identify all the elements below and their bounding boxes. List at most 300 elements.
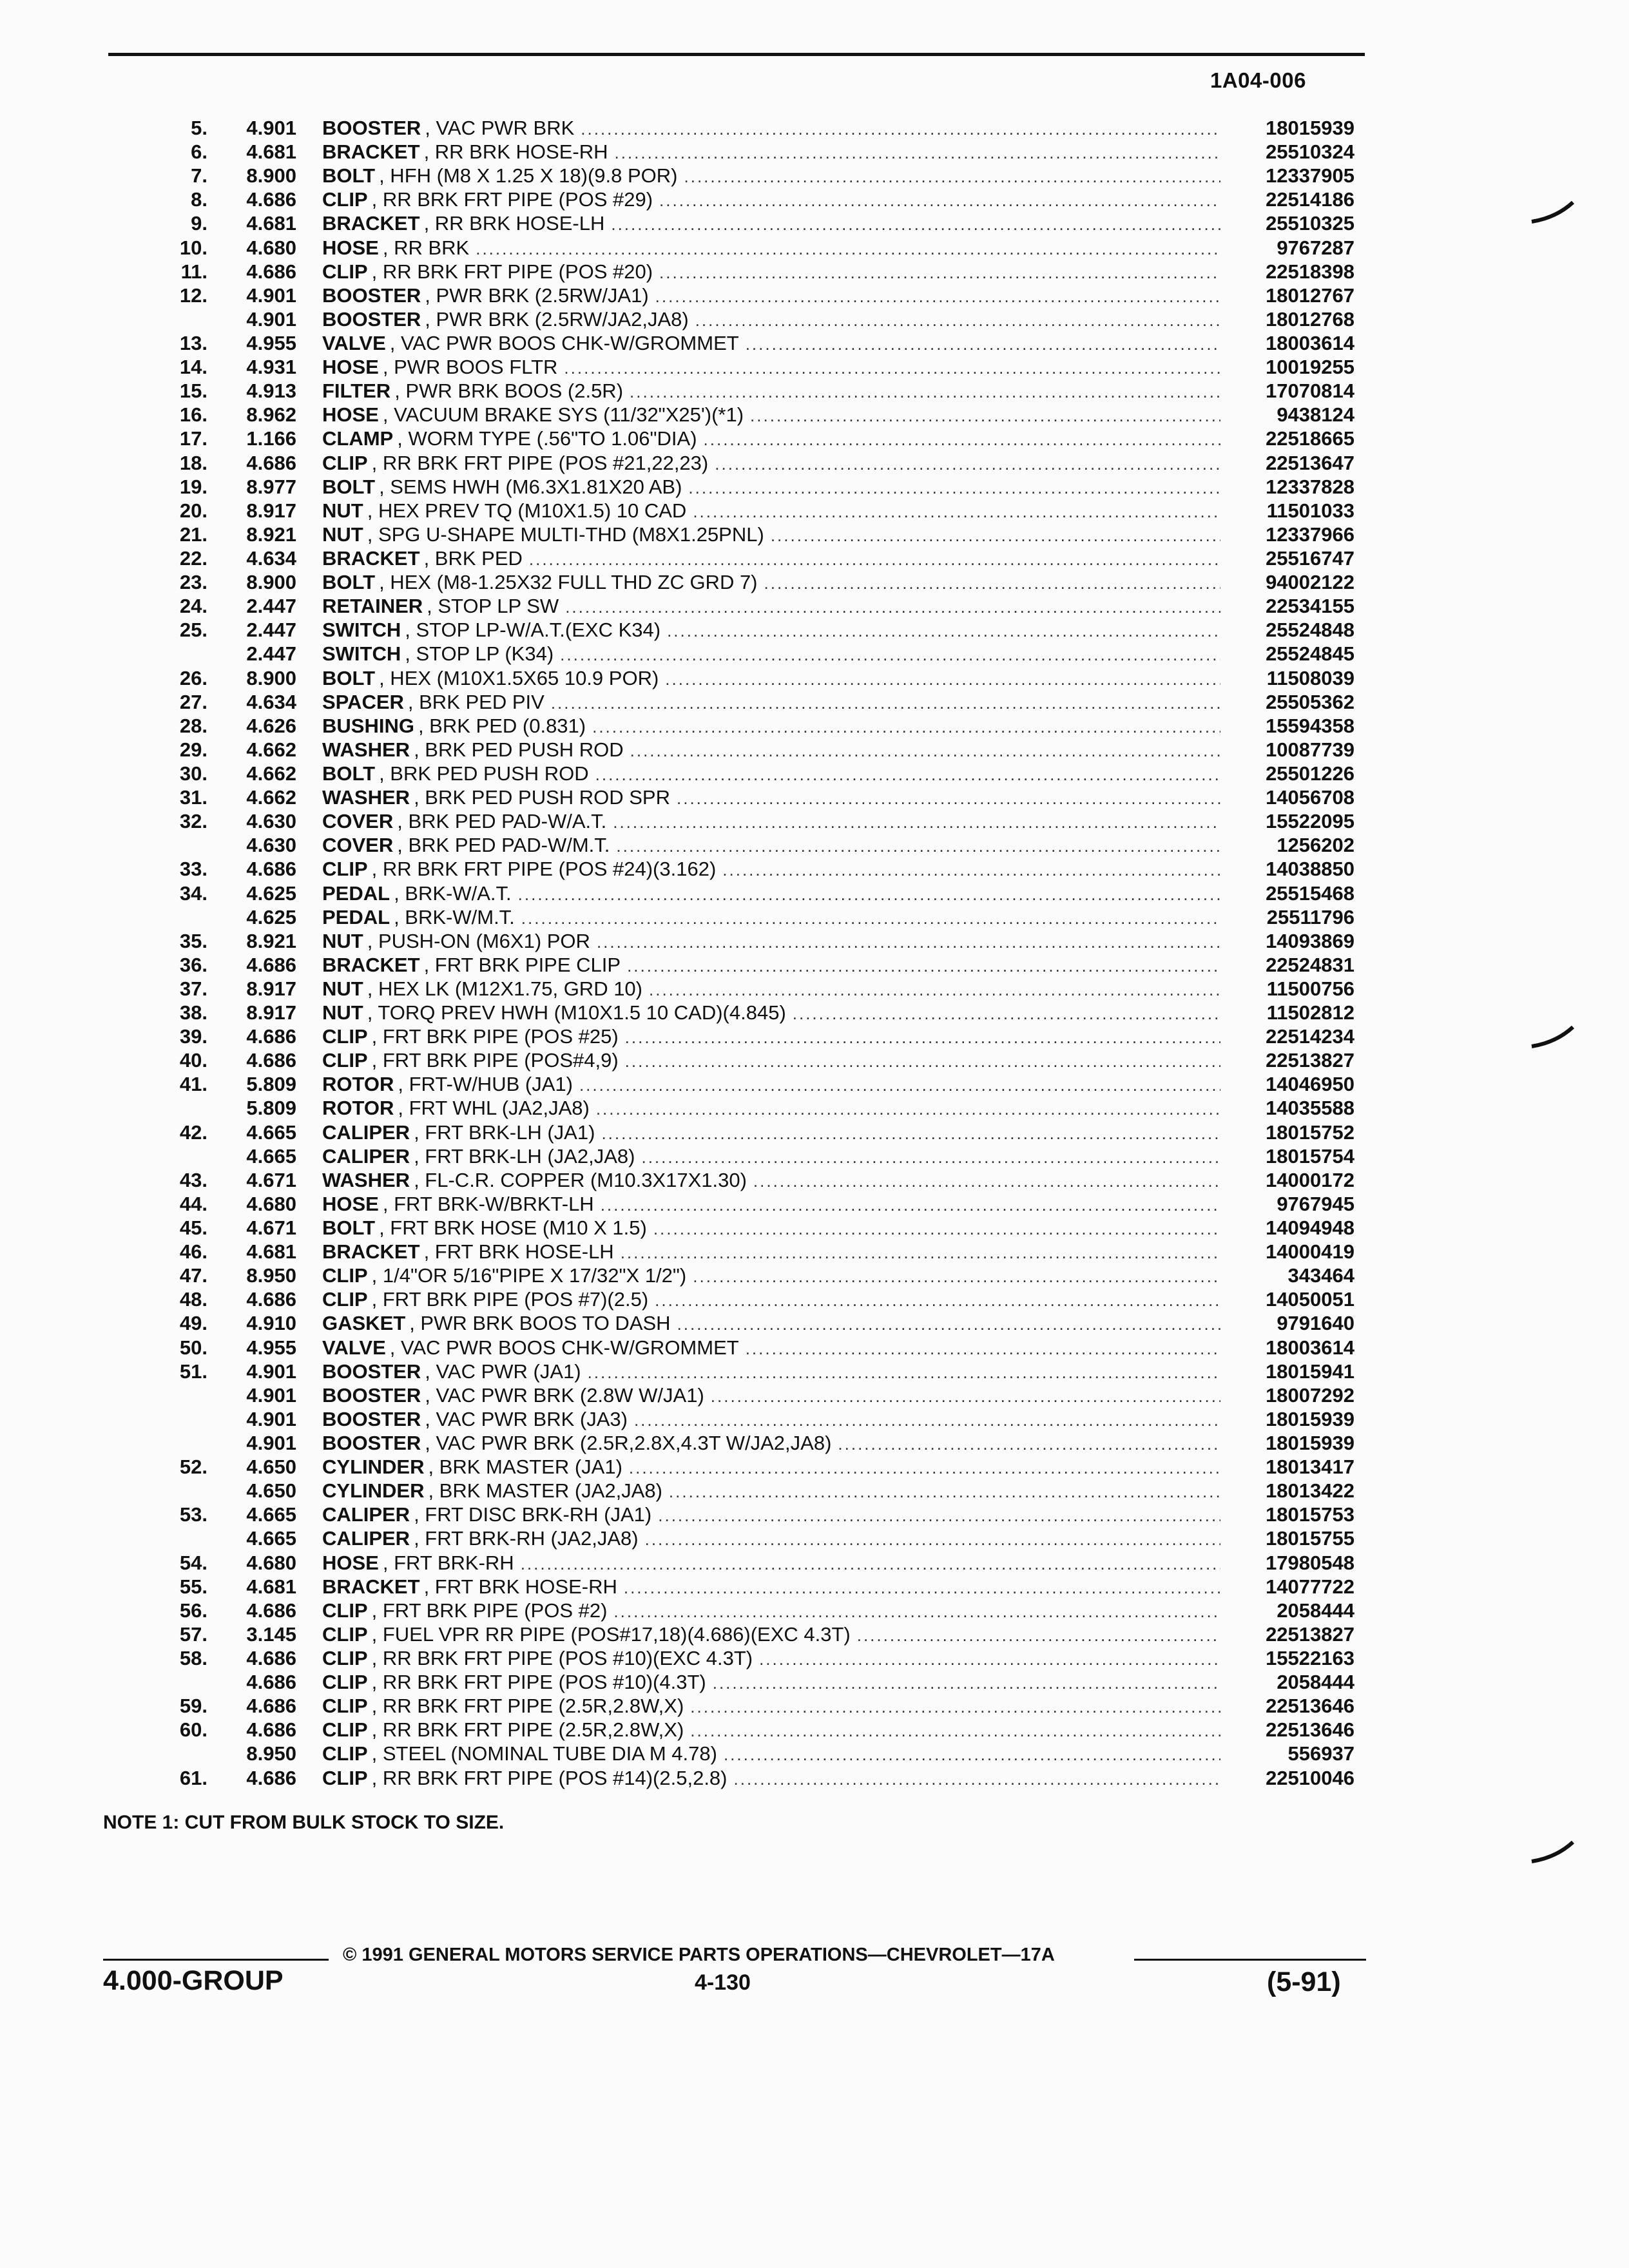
group-number: 4.665 [246,1120,296,1144]
page-code: 1A04-006 [1210,68,1306,92]
dot-leader [597,930,1220,954]
dot-leader [684,165,1221,189]
group-number: 4.665 [246,1527,296,1550]
dot-leader [551,691,1220,715]
part-number: 25510324 [1266,140,1354,164]
part-number: 18013417 [1266,1456,1354,1479]
part-detail: , HEX (M8-1.25X32 FULL THD ZC GRD 7) [379,571,758,594]
part-detail: , FRT BRK-LH (JA1) [414,1120,595,1144]
part-number: 343464 [1287,1264,1354,1287]
group-number: 8.917 [246,977,296,1000]
part-description [322,403,1220,428]
group-number: 4.662 [246,786,296,809]
dot-leader [655,1289,1220,1312]
group-number: 4.686 [246,1647,296,1669]
group-number: 8.921 [246,929,296,952]
part-detail: , RR BRK HOSE-LH [423,212,605,235]
dot-leader [759,1648,1220,1671]
part-row [90,546,1354,570]
part-name: BOOSTER [322,1360,421,1383]
ref-number: 20. [179,499,207,522]
part-description [322,1168,1220,1193]
punch-mark-top [1530,200,1576,226]
part-detail: , VAC PWR BRK (2.5R,2.8X,4.3T W/JA2,JA8) [425,1432,832,1455]
group-number: 4.681 [246,212,296,235]
dot-leader [677,787,1220,811]
part-number: 22514186 [1266,188,1354,211]
ref-number: 46. [179,1240,207,1264]
part-description [322,1479,1220,1504]
group-number: 1.166 [246,427,296,450]
part-name: CLIP [322,1049,368,1072]
part-description [322,523,1220,548]
part-name: WASHER [322,1168,410,1191]
part-number: 22513646 [1266,1695,1354,1718]
part-number: 14093869 [1266,929,1354,952]
part-row [90,1096,1354,1120]
part-name: BOLT [322,1216,376,1240]
part-name: ROTOR [322,1073,394,1096]
part-name: CLIP [322,1718,368,1742]
ref-number: 57. [179,1622,207,1646]
part-description [322,857,1220,882]
part-row [90,1001,1354,1024]
part-name: NUT [322,977,363,1000]
part-row [90,1360,1354,1383]
part-detail: , HFH (M8 X 1.25 X 18)(9.8 POR) [379,164,678,187]
dot-leader [722,858,1220,882]
part-description [322,905,1220,930]
part-row [90,1622,1354,1646]
group-number: 4.671 [246,1216,296,1240]
part-row [90,236,1354,260]
part-row [90,164,1354,187]
dot-leader [625,1026,1220,1050]
part-number: 17980548 [1266,1551,1354,1574]
dot-leader [579,1073,1220,1097]
dot-leader [746,1337,1220,1361]
part-number: 11508039 [1266,666,1354,689]
dot-leader [764,572,1220,595]
group-number: 4.901 [246,1432,296,1455]
part-number: 10087739 [1266,738,1354,761]
part-number: 18007292 [1266,1383,1354,1407]
dot-leader [793,1002,1220,1026]
part-number: 94002122 [1266,571,1354,594]
part-detail: , FRT BRK-W/BRKT-LH [382,1192,594,1215]
part-name: CLIP [322,1671,368,1694]
group-number: 4.686 [246,1049,296,1072]
group-name: 4.000-GROUP [103,1965,284,1996]
ref-number: 17. [179,427,207,450]
part-row [90,1336,1354,1360]
part-row [90,785,1354,809]
group-number: 4.665 [246,1144,296,1168]
part-name: BRACKET [322,1240,420,1264]
part-name: HOSE [322,236,379,259]
group-number: 4.910 [246,1312,296,1335]
part-row [90,714,1354,738]
part-row [90,738,1354,762]
dot-leader [724,1743,1220,1767]
ref-number: 56. [179,1599,207,1622]
group-number: 4.680 [246,1192,296,1215]
part-detail: , STOP LP (K34) [405,642,554,666]
part-name: CLIP [322,1264,368,1287]
part-detail: , 1/4"OR 5/16"PIPE X 17/32"X 1/2") [371,1264,687,1287]
part-description [322,929,1220,954]
part-number: 25505362 [1266,690,1354,713]
ref-number: 58. [179,1647,207,1669]
part-name: BOOSTER [322,1407,421,1430]
ref-number: 11. [180,260,207,283]
part-row [90,1766,1354,1790]
part-row [90,953,1354,977]
part-number: 18015939 [1266,1432,1354,1455]
group-number: 4.681 [246,140,296,164]
part-row [90,618,1354,642]
part-description [322,762,1220,787]
part-detail: , FRT DISC BRK-RH (JA1) [414,1503,652,1526]
group-number: 5.809 [246,1097,296,1120]
group-number: 4.686 [246,188,296,211]
group-number: 4.625 [246,905,296,928]
ref-number: 34. [179,881,207,905]
group-number: 8.917 [246,1001,296,1024]
part-number: 18003614 [1266,1336,1354,1359]
part-name: CLIP [322,451,368,474]
part-row [90,284,1354,307]
group-number: 8.950 [246,1742,296,1765]
part-name: BOLT [322,666,376,689]
part-row [90,1455,1354,1479]
part-name: CALIPER [322,1527,410,1550]
group-number: 4.686 [246,1718,296,1742]
copyright-line: © 1991 GENERAL MOTORS SERVICE PARTS OPERATIONS—CHEVROLET—17A [343,1945,1055,1965]
part-row [90,355,1354,379]
dot-leader [564,356,1220,380]
part-number: 25501226 [1266,762,1354,785]
part-description [322,1431,1220,1456]
dot-leader [704,428,1220,452]
dot-leader [601,1193,1220,1217]
dot-leader [658,1504,1220,1528]
part-detail: , PWR BRK BOOS (2.5R) [394,380,624,403]
part-description [322,833,1220,858]
part-description [322,427,1220,452]
part-detail: , RR BRK [382,236,470,259]
part-description [322,1240,1220,1265]
dot-leader [595,763,1220,787]
part-detail: , BRK PED PUSH ROD [379,762,589,785]
part-number: 18015752 [1266,1120,1354,1144]
part-row [90,1694,1354,1718]
part-name: CALIPER [322,1120,410,1144]
part-detail: , PWR BRK (2.5RW/JA1) [425,284,649,307]
ref-number: 54. [179,1551,207,1574]
part-number: 18015754 [1266,1144,1354,1168]
ref-number: 36. [179,953,207,976]
page-number: 4-130 [695,1970,751,1995]
dot-leader [857,1624,1220,1648]
footer-rule-left [103,1959,329,1961]
part-detail: , FRT BRK HOSE-RH [423,1575,617,1598]
part-number: 18015941 [1266,1360,1354,1383]
part-detail: , FUEL VPR RR PIPE (POS#17,18)(4.686)(EXC 4.3T) [371,1622,851,1646]
group-number: 4.686 [246,1025,296,1048]
ref-number: 49. [179,1312,207,1335]
part-description [322,1694,1220,1719]
part-row [90,690,1354,714]
group-number: 4.665 [246,1503,296,1526]
part-detail: , FRT BRK PIPE (POS#4,9) [371,1049,619,1072]
part-detail: , VAC PWR (JA1) [425,1360,581,1383]
part-row [90,594,1354,618]
group-number: 4.686 [246,858,296,881]
part-name: CYLINDER [322,1479,425,1503]
part-description [322,187,1220,213]
part-description [322,211,1220,236]
part-number: 11501033 [1266,499,1354,522]
part-number: 15522163 [1266,1647,1354,1669]
part-name: NUT [322,523,363,546]
part-detail: , VACUUM BRAKE SYS (11/32"X25')(*1) [382,403,744,427]
ref-number: 8. [191,188,207,211]
part-number: 2058444 [1277,1599,1354,1622]
group-number: 4.650 [246,1456,296,1479]
part-row [90,1646,1354,1670]
part-name: NUT [322,929,363,952]
dot-leader [529,548,1220,572]
part-number: 18015755 [1266,1527,1354,1550]
ref-number: 55. [179,1575,207,1598]
part-row [90,1551,1354,1575]
dot-leader [601,1122,1220,1146]
dot-leader [634,1408,1220,1432]
part-number: 22513646 [1266,1718,1354,1742]
part-description [322,1646,1220,1671]
part-name: BOOSTER [322,307,421,331]
part-detail: , STOP LP-W/A.T.(EXC K34) [405,619,661,642]
part-detail: , FRT BRK-RH [382,1551,514,1574]
part-description [322,570,1220,595]
part-name: CLIP [322,858,368,881]
part-detail: , BRK PED PUSH ROD SPR [414,786,670,809]
part-row [90,116,1354,140]
part-detail: , BRK PED [423,546,523,570]
dot-leader [624,1576,1220,1600]
part-detail: , FRT BRK-RH (JA2,JA8) [414,1527,639,1550]
footer-rule-right [1134,1959,1366,1961]
part-name: CLIP [322,1695,368,1718]
part-row [90,1431,1354,1455]
group-number: 8.977 [246,475,296,498]
ref-number: 32. [179,810,207,833]
part-name: BOLT [322,164,376,187]
ref-number: 53. [179,1503,207,1526]
part-number: 14046950 [1266,1073,1354,1096]
ref-number: 7. [191,164,207,187]
part-detail: , STEEL (NOMINAL TUBE DIA M 4.78) [371,1742,717,1765]
part-name: CLIP [322,1766,368,1789]
part-number: 14035588 [1266,1097,1354,1120]
part-name: VALVE [322,1336,386,1359]
ref-number: 21. [179,523,207,546]
part-row [90,1024,1354,1048]
part-row [90,881,1354,905]
dot-leader [518,883,1220,907]
dot-leader [521,907,1220,930]
part-number: 9767287 [1277,236,1354,259]
part-row [90,905,1354,929]
part-detail: , HEX (M10X1.5X65 10.9 POR) [379,666,659,689]
part-name: CLIP [322,1742,368,1765]
part-detail: , BRK MASTER (JA1) [428,1456,622,1479]
part-name: BOLT [322,475,376,498]
part-description [322,1742,1220,1767]
part-description [322,738,1220,763]
dot-leader [688,476,1220,500]
part-name: WASHER [322,738,410,761]
ref-number: 52. [179,1456,207,1479]
ref-number: 5. [191,117,207,139]
part-detail: , VAC PWR BRK (2.8W W/JA1) [425,1383,704,1407]
part-description [322,1144,1220,1169]
ref-number: 51. [179,1360,207,1383]
part-row [90,857,1354,881]
group-number: 4.650 [246,1479,296,1503]
part-name: BRACKET [322,1575,420,1598]
ref-number: 9. [191,212,207,235]
ref-number: 29. [179,738,207,761]
ref-number: 43. [179,1168,207,1191]
group-number: 4.681 [246,1240,296,1264]
part-row [90,499,1354,523]
part-detail: , FRT BRK HOSE-LH [423,1240,614,1264]
part-detail: , BRK PED PAD-W/A.T. [397,810,607,833]
part-detail: , FRT BRK HOSE (M10 X 1.5) [379,1216,647,1240]
part-name: FILTER [322,380,391,403]
part-row [90,1192,1354,1216]
dot-leader [665,668,1220,691]
group-number: 4.901 [246,117,296,139]
group-number: 4.686 [246,1695,296,1718]
group-number: 8.950 [246,1264,296,1287]
dot-leader [746,332,1220,356]
group-number: 4.634 [246,546,296,570]
part-description [322,140,1220,165]
group-number: 8.900 [246,666,296,689]
part-description [322,1503,1220,1528]
dot-leader [627,954,1220,978]
punch-mark-bottom [1530,1840,1576,1865]
dot-leader [565,595,1220,619]
dot-leader [614,141,1220,165]
part-description [322,116,1220,141]
part-row [90,1072,1354,1096]
part-row [90,1168,1354,1192]
part-description [322,618,1220,643]
part-description [322,714,1220,739]
part-detail: , VAC PWR BOOS CHK-W/GROMMET [389,331,739,354]
part-description [322,1024,1220,1050]
part-detail: , PWR BRK BOOS TO DASH [409,1312,671,1335]
ref-number: 26. [179,666,207,689]
part-detail: , HEX LK (M12X1.75, GRD 10) [367,977,642,1000]
part-detail: , BRK MASTER (JA2,JA8) [428,1479,662,1503]
group-number: 4.955 [246,331,296,354]
dot-leader [596,1097,1220,1121]
dot-leader [693,500,1220,524]
ref-number: 13. [179,331,207,354]
part-number: 1256202 [1277,834,1354,857]
date-code: (5-91) [1267,1966,1341,1997]
part-description [322,881,1220,907]
group-number: 3.145 [246,1622,296,1646]
part-row [90,379,1354,403]
part-row [90,1120,1354,1144]
part-description [322,355,1220,380]
part-detail: , VAC PWR BOOS CHK-W/GROMMET [389,1336,739,1359]
part-number: 11500756 [1266,977,1354,1000]
part-number: 15594358 [1266,714,1354,737]
top-rule [108,53,1365,56]
dot-leader [560,643,1220,667]
part-detail: , RR BRK FRT PIPE (POS #10)(4.3T) [371,1671,706,1694]
part-detail: , SPG U-SHAPE MULTI-THD (M8X1.25PNL) [367,523,764,546]
group-number: 4.686 [246,1671,296,1694]
dot-leader [621,1241,1220,1265]
part-detail: , BRK PED PUSH ROD [414,738,624,761]
part-number: 22518665 [1266,427,1354,450]
dot-leader [713,1671,1220,1695]
part-detail: , STOP LP SW [427,595,559,618]
part-description [322,1407,1220,1432]
dot-leader [771,524,1220,548]
part-description [322,690,1220,715]
part-number: 12337966 [1266,523,1354,546]
part-row [90,451,1354,475]
ref-number: 35. [179,929,207,952]
part-name: COVER [322,810,394,833]
dot-leader [750,404,1220,428]
group-number: 8.900 [246,164,296,187]
part-number: 25515468 [1266,881,1354,905]
ref-number: 48. [179,1288,207,1311]
part-number: 22518398 [1266,260,1354,283]
part-description [322,1120,1220,1146]
part-row [90,809,1354,833]
part-row [90,1599,1354,1622]
part-name: BRACKET [322,546,420,570]
part-number: 18013422 [1266,1479,1354,1503]
part-row [90,1287,1354,1311]
part-detail: , RR BRK FRT PIPE (POS #14)(2.5,2.8) [371,1766,728,1789]
part-name: CLIP [322,188,368,211]
part-number: 25516747 [1266,546,1354,570]
part-detail: , TORQ PREV HWH (M10X1.5 10 CAD)(4.845) [367,1001,786,1024]
part-number: 14077722 [1266,1575,1354,1598]
part-row [90,307,1354,331]
part-row [90,1479,1354,1503]
dot-leader [677,1312,1220,1336]
part-number: 25524845 [1266,642,1354,666]
part-detail: , FRT WHL (JA2,JA8) [398,1097,590,1120]
part-detail: , BRK PED PIV [407,690,545,713]
part-description [322,1072,1220,1097]
part-detail: , RR BRK FRT PIPE (POS #10)(EXC 4.3T) [371,1647,753,1669]
part-name: HOSE [322,1192,379,1215]
